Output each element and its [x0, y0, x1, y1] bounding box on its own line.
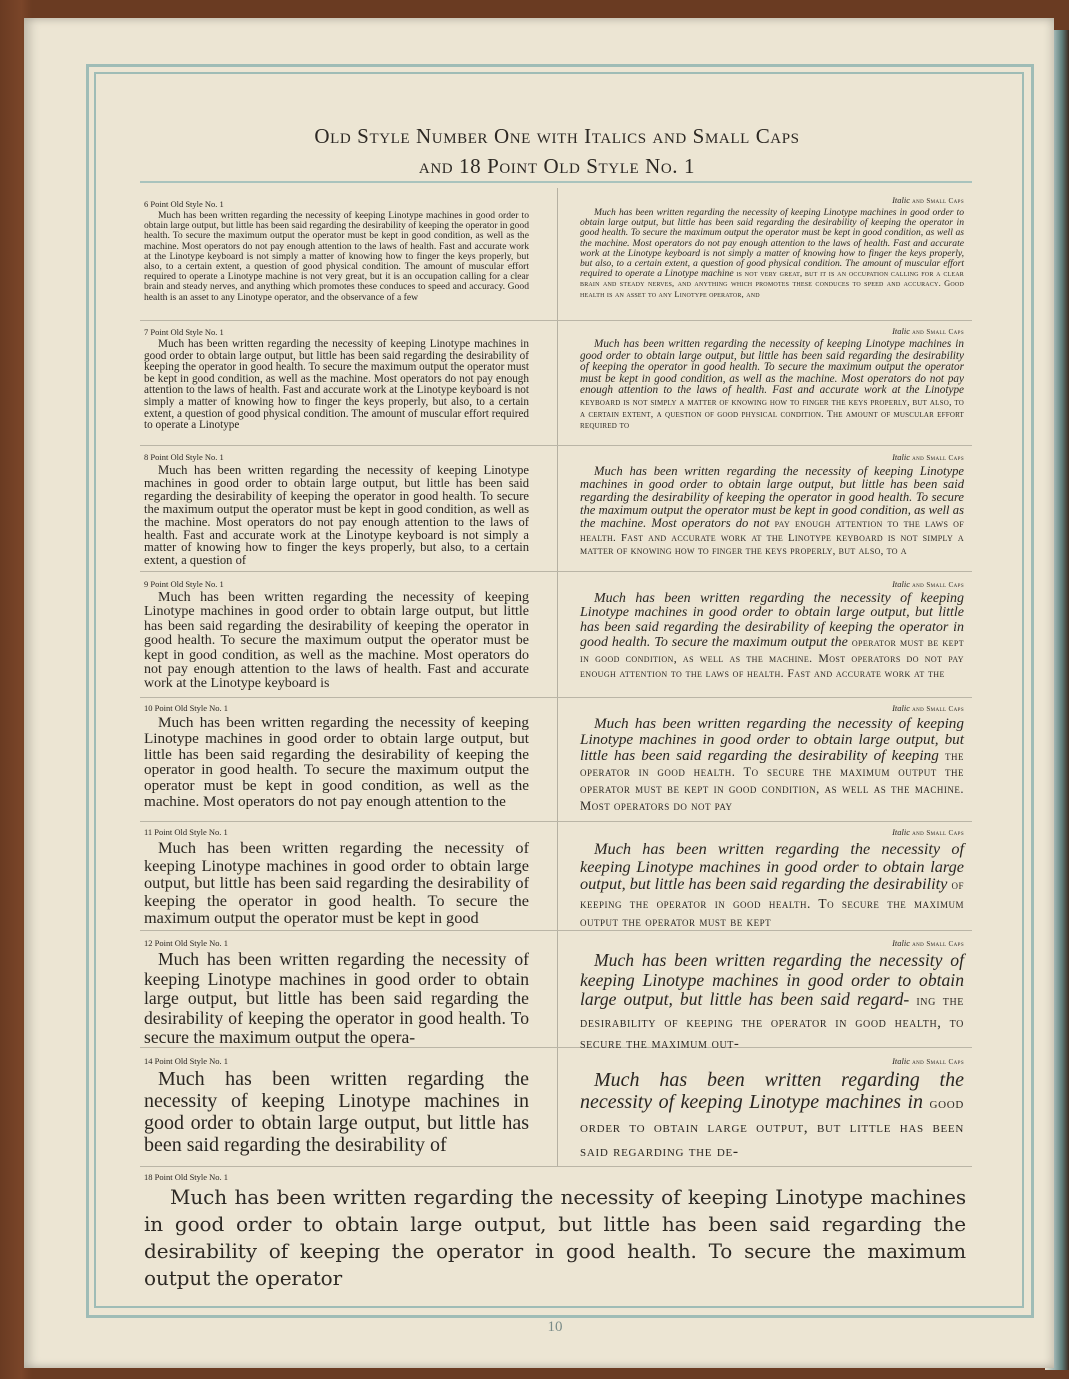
italic-text: Much has been written regarding the necessity of keeping Linotype machines in good order to obtain large output, but little has been said regarding the desirability of keeping — [580, 715, 964, 764]
specimen-7pt-roman — [144, 327, 529, 432]
section-rule — [140, 697, 972, 698]
specimen-text: Much has been written regarding the necessity of keeping Linotype machines in good order to obtain large output, but little has been said regarding the desirability of — [144, 1068, 529, 1156]
specimen-7pt-italic — [580, 326, 964, 432]
label-small-caps-word: and Small Caps — [910, 940, 964, 948]
specimen-18pt-roman — [144, 1172, 966, 1292]
specimen-8pt-roman — [144, 452, 529, 567]
specimen-6pt-roman — [144, 199, 529, 303]
specimen-10pt-roman — [144, 703, 529, 810]
label-italic-word: Italic — [892, 195, 911, 205]
label-italic-word: Italic — [892, 579, 911, 589]
label-small-caps-word: and Small Caps — [910, 581, 964, 589]
specimen-label-italic-caps — [580, 579, 964, 591]
section-rule — [140, 1166, 972, 1167]
section-rule — [140, 571, 972, 572]
section-rule — [140, 445, 972, 446]
specimen-text — [580, 592, 964, 681]
page-title — [100, 121, 1014, 181]
specimen-label: 11 Point Old Style No. 1 — [144, 827, 228, 837]
italic-text: Much has been written regarding the necessity of keeping Linotype machines in good order to obtain large output, but little has been said regarding the desirability of keeping the operator in good health. To secure the maximum output the operator must be kept in good condition, as well as the machine. Most operators do not pay enough attention to the laws of health. Fast and accurate work at the Linotype — [580, 338, 964, 397]
specimen-14pt-roman — [144, 1056, 529, 1156]
specimen-6pt-italic — [580, 195, 964, 300]
small-caps-text: good order to obtain large output, but little has been said regarding the de- — [580, 1095, 965, 1160]
specimen-8pt-italic — [580, 452, 964, 558]
specimen-11pt-italic — [580, 827, 964, 931]
specimen-label: 12 Point Old Style No. 1 — [144, 938, 229, 948]
italic-text: Much has been written regarding the necessity of keeping Linotype machines in good order to obtain large output, but little has been said regarding the desirability — [580, 839, 964, 894]
specimen-text: Much has been written regarding the necessity of keeping Linotype machines in good order to obtain large output, but little has been said regarding the desirability of keeping the operator in good health. To secure the maximum output the operator must be kept in good condition, as well as the machine. Most operators do not pay enough attention to the laws of health. Fast and accurate work at the Linotype keyboard is not simply a matter of knowing how to finger the keys properly, but also, to a certain extent, a question of good physical condition. The amount of muscular effort required to operate a Linotype machine is not very great, but it is an occupation calling for a clear brain and steady nerves, and anything which promotes these conduces to speed and accuracy. Good health is an asset to any Linotype operator, and the observance of a few — [144, 210, 529, 303]
label-italic-word: Italic — [892, 938, 911, 948]
label-small-caps-word: and Small Caps — [910, 454, 964, 462]
specimen-12pt-italic — [580, 938, 964, 1055]
specimen-label: 6 Point Old Style No. 1 — [144, 199, 224, 209]
label-small-caps-word: and Small Caps — [910, 328, 964, 336]
specimen-text — [580, 840, 964, 931]
specimen-text: Much has been written regarding the necessity of keeping Linotype machines in good order to obtain large output, but little has been said regarding the desirability of keeping the operator in good health. To secure the maximum output the operator must be kept in good condition, as well as the machine. Most operators do not pay enough attention to the laws of health. Fast and accurate work at the Linotype keyboard is not simply a matter of knowing how to finger the keys properly, but also, to a certain extent, a question of good physical condition. The amount of muscular effort required to operate a Linotype — [144, 338, 529, 432]
italic-text: Much has been written regarding the necessity of keeping Linotype machines in good order to obtain large output, but little has been said regard- — [580, 950, 964, 1010]
label-small-caps-word: and Small Caps — [910, 705, 964, 713]
page-number: 10 — [547, 1319, 563, 1335]
label-small-caps-word: and Small Caps — [910, 1058, 964, 1066]
italic-text: Much has been written regarding the necessity of keeping Linotype machines in good order to obtain large output, but little has been said regarding the desirability of keeping the operator in good health. To secure the maximum output the operator must be kept in good condition, as well as the machine. Most operators do not pay enough attention to the laws of health. Fast and accurate work at the Linotype keyboard is not simply a matter of knowing how to finger the keys properly, but also, to a certain extent, a question of good physical condition. The amount of muscular effort required to operate a Linotype machine — [580, 207, 964, 280]
column-divider — [557, 188, 558, 1166]
specimen-label: 18 Point Old Style No. 1 — [144, 1172, 229, 1182]
specimen-text: Much has been written regarding the necessity of keeping Linotype machines in good order to obtain large output, but little has been said regarding the desirability of keeping the operator in good health. To secure the maximum output the operator must be kept in good condition, as well as the machine. Most operators do not pay enough attention to the laws of health. Fast and accurate work at the Linotype keyboard is — [144, 590, 529, 692]
small-caps-text: the operator in good health. To secure the maximum output the operator must be kept in good condition, as well as the machine. Most operators do not pay — [580, 748, 964, 813]
specimen-12pt-roman — [144, 938, 529, 1048]
title-line-2: and 18 Point Old Style No. 1 — [418, 154, 696, 178]
italic-text: Much has been written regarding the necessity of keeping Linotype machines in good order to obtain large output, but little has been said regarding the desirability of keeping the operator in good health. To secure the maximum output the operator must be kept in good condition, as well as the machine. Most operators do not — [580, 464, 964, 530]
small-caps-text: is not very great, but it is an occupation calling for a clear brain and steady nerves, and anything which promotes these conduces to speed and accuracy. Good health is an asset to any Linotype operator, and — [580, 269, 964, 299]
specimen-label: 8 Point Old Style No. 1 — [144, 452, 224, 462]
small-caps-text: of keeping the operator in good health. To secure the maximum output the operator must be kept — [580, 877, 964, 930]
specimen-label-italic-caps — [580, 703, 964, 715]
title-rule — [140, 181, 972, 183]
label-italic-word: Italic — [892, 452, 911, 462]
label-small-caps-word: and Small Caps — [910, 829, 964, 837]
small-caps-text: pay enough attention to the laws of health. Fast and accurate work at the Linotype keyboard is not simply a matter of knowing how to finger the keys properly, but also, to a — [580, 517, 964, 558]
specimen-text — [580, 716, 964, 815]
specimen-text: Much has been written regarding the necessity of keeping Linotype machines in good order to obtain large output, but little has been said regarding the desirability of keeping the operator in good health. To secure the maximum output the operator must be kept in good condition, as well as the machine. Most operators do not pay enough attention to the — [144, 714, 529, 810]
specimen-9pt-italic — [580, 579, 964, 681]
specimen-label-italic-caps — [580, 195, 964, 207]
specimen-text: Much has been written regarding the necessity of keeping Linotype machines in good order to obtain large output, but little has been said regarding the desirability of keeping the operator in good health. To secure the maximum output the operator must be kept in good — [144, 838, 529, 928]
small-caps-text: operator must be kept in good condition, as well as the machine. Most operators do not pay enough attention to the laws of health. Fast and accurate work at the — [580, 635, 965, 681]
small-caps-text: ing the desirability of keeping the operator in good health, to secure the maximum out- — [580, 993, 964, 1053]
italic-text: Much has been written regarding the necessity of keeping Linotype machines in — [580, 1069, 964, 1113]
specimen-label: 9 Point Old Style No. 1 — [144, 579, 224, 589]
specimen-9pt-roman — [144, 579, 529, 692]
italic-text: Much has been written regarding the necessity of keeping Linotype machines in good order to obtain large output, but little has been said regarding the desirability of keeping the operator in good health. To secure the maximum output the — [580, 591, 964, 651]
specimen-14pt-italic — [580, 1056, 964, 1163]
section-rule — [140, 821, 972, 822]
title-line-1: Old Style Number One with Italics and Small Caps — [314, 124, 800, 148]
label-small-caps-word: and Small Caps — [910, 197, 964, 205]
specimen-label: 10 Point Old Style No. 1 — [144, 703, 229, 713]
specimen-label-italic-caps — [580, 1056, 964, 1068]
specimen-text — [580, 339, 964, 432]
specimen-label-italic-caps — [580, 827, 964, 839]
label-italic-word: Italic — [892, 703, 911, 713]
label-italic-word: Italic — [892, 1056, 911, 1066]
specimen-text — [580, 208, 964, 300]
specimen-text: Much has been written regarding the necessity of keeping Linotype machines in good order to obtain large output, but little has been said regarding the desirability of keeping the operator in good health. To secure the maximum output the operator must be kept in good condition, as well as the machine. Most operators do not pay enough attention to the laws of health. Fast and accurate work at the Linotype keyboard is not simply a matter of knowing how to finger the keys properly, but also, to a certain extent, a question of — [144, 463, 529, 568]
specimen-text — [580, 1069, 964, 1163]
specimen-label-italic-caps — [580, 452, 964, 464]
specimen-label-italic-caps — [580, 938, 964, 950]
specimen-label-italic-caps — [580, 326, 964, 338]
specimen-text — [580, 465, 964, 558]
specimen-text: Much has been written regarding the necessity of keeping Linotype machines in good order to obtain large output, but little has been said regarding the desirability of keeping the operator in good health. To secure the maximum output the operator — [144, 1185, 966, 1290]
label-italic-word: Italic — [892, 827, 911, 837]
small-caps-text: keyboard is not simply a matter of knowing how to finger the keys properly, but also, to a certain extent, a question of good physical condition. The amount of muscular effort required to — [580, 396, 964, 432]
specimen-label: 7 Point Old Style No. 1 — [144, 327, 224, 337]
specimen-text: Much has been written regarding the necessity of keeping Linotype machines in good order to obtain large output, but little has been said regarding the desirability of keeping the operator in good health. To secure the maximum output the opera- — [144, 949, 529, 1048]
specimen-10pt-italic — [580, 703, 964, 815]
specimen-11pt-roman — [144, 827, 529, 927]
specimen-text — [580, 951, 964, 1055]
specimen-label: 14 Point Old Style No. 1 — [144, 1056, 229, 1066]
label-italic-word: Italic — [892, 326, 911, 336]
section-rule — [140, 320, 972, 321]
